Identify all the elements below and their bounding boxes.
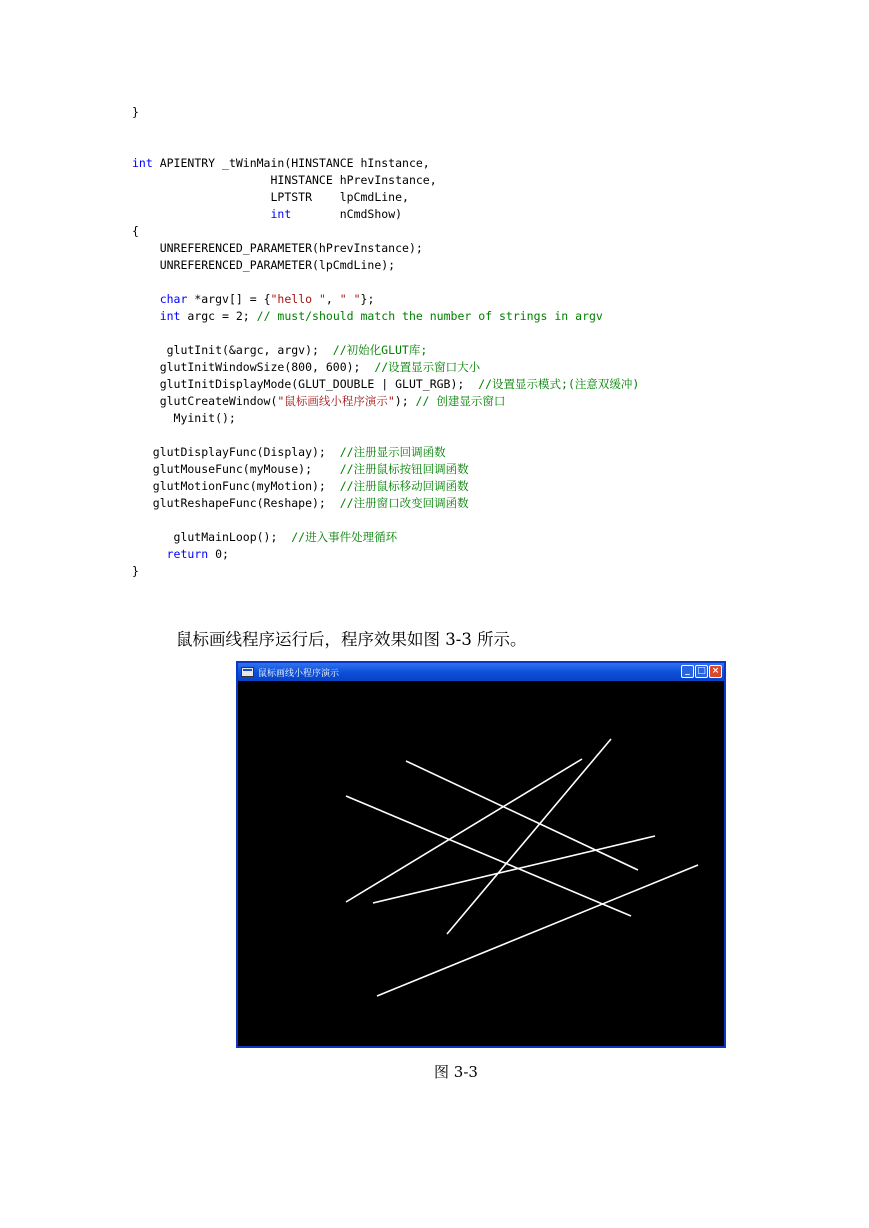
code-line: return 0;	[166, 547, 229, 561]
app-window-screenshot	[236, 661, 726, 1048]
code-comment: //进入事件处理循环	[291, 530, 398, 544]
drawn-line-2	[406, 761, 638, 870]
code-line-blank	[132, 512, 852, 529]
code-comment: //设置显示窗口大小	[374, 360, 481, 374]
code-comment: //注册显示回调函数	[339, 445, 446, 459]
code-line: glutMotionFunc(myMotion); //注册鼠标移动回调函数	[132, 479, 469, 493]
drawn-line-3	[346, 796, 631, 916]
code-line: glutCreateWindow("鼠标画线小程序演示"); // 创建显示窗口	[132, 394, 506, 408]
code-comment: // must/should match the number of strings in argv	[256, 309, 603, 323]
window-controls	[681, 665, 722, 678]
code-line: char *argv[] = {"hello ", " "};	[159, 292, 375, 306]
keyword: char	[159, 292, 188, 306]
string-literal: "鼠标画线小程序演示"	[277, 394, 395, 408]
code-line: UNREFERENCED_PARAMETER(lpCmdLine);	[132, 258, 396, 272]
code-comment: //设置显示模式;(注意双缓冲)	[478, 377, 640, 391]
code-line: glutInitWindowSize(800, 600); //设置显示窗口大小	[132, 360, 481, 374]
drawn-line-4	[447, 739, 611, 934]
code-listing	[132, 104, 852, 580]
code-line: Myinit();	[132, 411, 236, 425]
string-literal: "hello "	[270, 292, 326, 306]
code-comment: //注册鼠标移动回调函数	[339, 479, 469, 493]
code-line: LPTSTR lpCmdLine,	[132, 190, 409, 204]
code-line-blank	[132, 427, 852, 444]
close-icon[interactable]: ×	[709, 665, 722, 678]
keyword: int	[132, 156, 153, 170]
code-line: }	[132, 105, 139, 119]
drawing-surface	[238, 681, 724, 1046]
code-line: glutDisplayFunc(Display); //注册显示回调函数	[132, 445, 446, 459]
code-line: int APIENTRY _tWinMain(HINSTANCE hInstance,	[132, 156, 430, 170]
string-literal: " "	[339, 292, 361, 306]
code-line-blank	[132, 121, 852, 138]
code-line: HINSTANCE hPrevInstance,	[132, 173, 437, 187]
drawn-line-6	[377, 865, 698, 996]
code-comment: // 创建显示窗口	[415, 394, 506, 408]
drawing-canvas[interactable]	[238, 681, 724, 1046]
code-line: {	[132, 224, 139, 238]
code-line: glutMouseFunc(myMouse); //注册鼠标按钮回调函数	[132, 462, 469, 476]
drawn-line-5	[373, 836, 655, 903]
code-line-blank	[132, 138, 852, 155]
minimize-icon[interactable]: _	[681, 665, 694, 678]
code-line-blank	[132, 274, 852, 291]
code-comment: //初始化GLUT库;	[332, 343, 428, 357]
window-title: 鼠标画线小程序演示	[258, 668, 340, 679]
code-line: glutInitDisplayMode(GLUT_DOUBLE | GLUT_RGB); //设置显示模式;(注意双缓冲)	[132, 377, 640, 391]
window-titlebar	[238, 663, 724, 681]
code-comment: //注册窗口改变回调函数	[339, 496, 469, 510]
code-line: glutInit(&argc, argv); //初始化GLUT库;	[132, 343, 428, 357]
code-line: UNREFERENCED_PARAMETER(hPrevInstance);	[132, 241, 423, 255]
app-window-icon	[241, 667, 254, 677]
figure-caption: 图 3-3	[434, 1063, 478, 1081]
code-line: }	[132, 564, 139, 578]
code-line: glutMainLoop(); //进入事件处理循环	[132, 530, 398, 544]
keyword: int	[159, 309, 181, 323]
code-line: glutReshapeFunc(Reshape); //注册窗口改变回调函数	[132, 496, 469, 510]
code-line: int nCmdShow)	[270, 207, 403, 221]
body-paragraph: 鼠标画线程序运行后，程序效果如图 3-3 所示。	[176, 630, 527, 649]
code-line: int argc = 2; // must/should match the number of strings in argv	[159, 309, 603, 323]
maximize-icon[interactable]: □	[695, 665, 708, 678]
keyword: int	[270, 207, 292, 221]
code-line-blank	[132, 325, 852, 342]
code-comment: //注册鼠标按钮回调函数	[339, 462, 469, 476]
keyword: return	[166, 547, 209, 561]
